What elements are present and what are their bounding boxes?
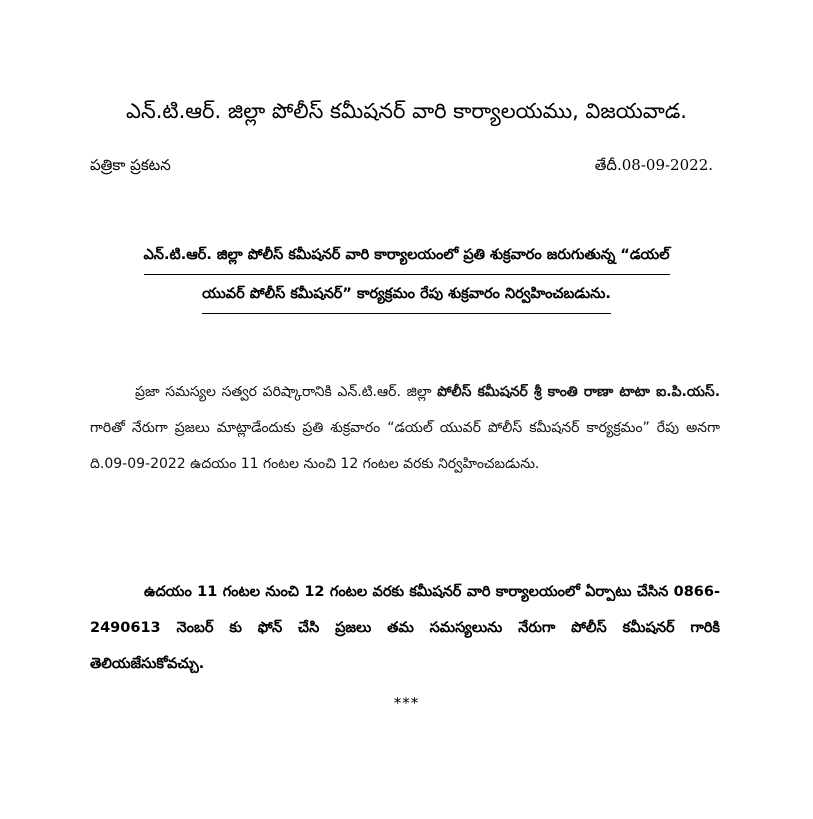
body-paragraph-1 [90, 374, 720, 482]
press-release-label: పత్రికా ప్రకటన [90, 156, 171, 174]
document-date: తేదీ.08-09-2022. [594, 156, 713, 174]
end-mark: *** [393, 694, 420, 712]
para1-details: గారితో నేరుగా ప్రజలు మాట్లాడేందుకు ప్రతి శుక్రవారం “డయల్ యువర్ పోలీస్ కమీషనర్ కార్యక్రమం” రేపు అనగా ది.09-09-2022 ఉదయం 11 గంటల నుంచి 12 గంటల వరకు నిర్వహించబడును. [90, 420, 720, 472]
commissioner-name: పోలీస్ కమీషనర్ శ్రీ కాంతి రాణా టాటా ఐ.పి.యస్. [437, 384, 721, 400]
subject-line-1: ఎన్.టి.ఆర్. జిల్లా పోలీస్ కమీషనర్ వారి కార్యాలయంలో ప్రతి శుక్రవారం జరుగుతున్న “డయల్ [144, 244, 670, 275]
para1-intro: ప్రజా సమస్యల సత్వర పరిష్కారానికి ఎన్.టి.ఆర్. జిల్లా [135, 384, 438, 400]
body-paragraph-2: ఉదయం 11 గంటల నుంచి 12 గంటల వరకు కమీషనర్ వారి కార్యాలయంలో ఏర్పాటు చేసిన 0866-2490613 నెంబర్ కు ఫోన్ చేసి ప్రజలు తమ సమస్యలును నేరుగా పోలీస్ కమీషనర్ గారికి తెలియజేసుకోవచ్చు. [90, 584, 720, 672]
document-title: ఎన్.టి.ఆర్. జిల్లా పోలీస్ కమీషనర్ వారి కార్యాలయము, విజయవాడ. [126, 99, 687, 123]
subject-heading [90, 244, 723, 314]
subject-line-2: యువర్ పోలీస్ కమీషనర్” కార్యక్రమం రేపు శుక్రవారం నిర్వహించబడును. [202, 283, 611, 314]
